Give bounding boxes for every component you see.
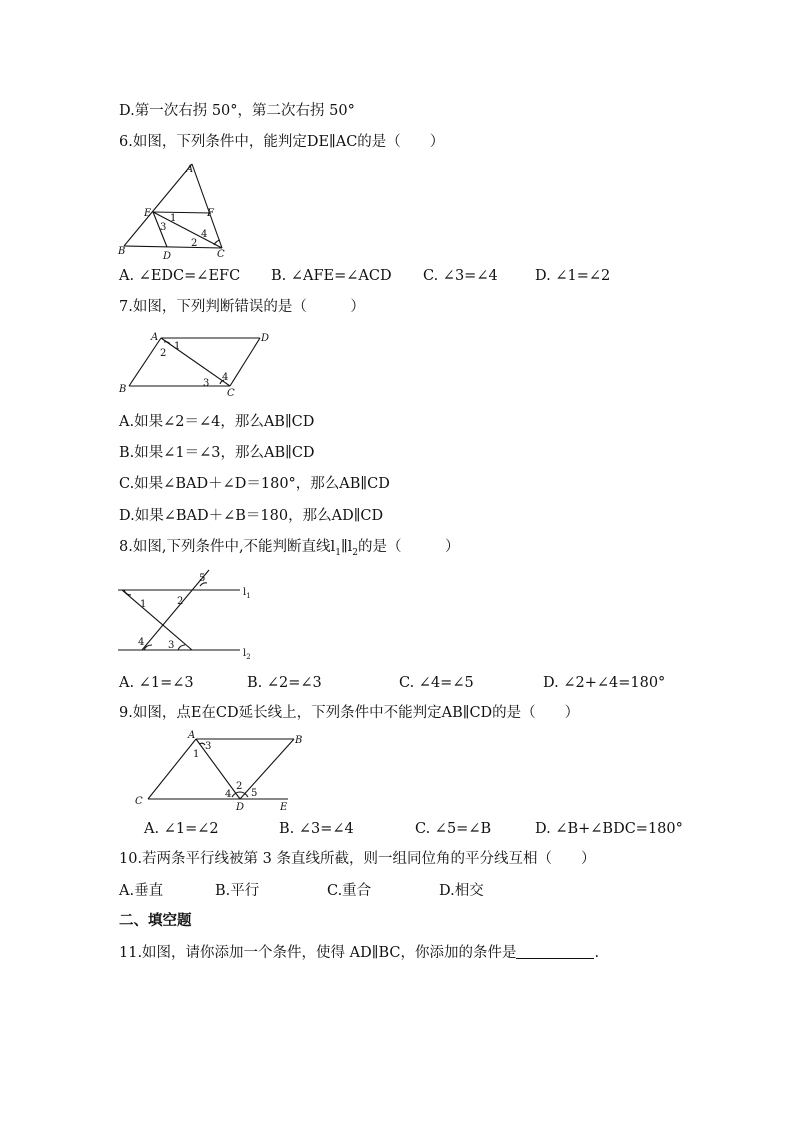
q8-option-d: D. ∠2+∠4=180°: [543, 675, 666, 691]
q7-label-d: D: [261, 333, 270, 344]
q11-stem: [119, 943, 599, 963]
q11-answer-blank[interactable]: [516, 944, 594, 959]
q6-label-4: 4: [201, 229, 208, 240]
q9-label-1: 1: [193, 749, 200, 760]
q7-label-c: C: [227, 388, 235, 398]
q8-label-5: 5: [199, 573, 206, 584]
q6-label-3: 3: [160, 222, 167, 233]
q9-label-a: A: [188, 730, 196, 741]
q5-option-d: D.第一次右拐 50°，第二次右拐 50°: [119, 103, 355, 119]
q9-option-c: C. ∠5=∠B: [415, 821, 492, 837]
q7-option-c: C.如果∠BAD＋∠D＝180°，那么AB∥CD: [119, 476, 390, 492]
q8-label-3: 3: [168, 640, 175, 651]
q6-stem: 6.如图，下列条件中，能判定DE∥AC的是（ ）: [119, 134, 445, 150]
q8-stem-sub-2: 2: [352, 547, 359, 558]
q9-label-d: D: [236, 802, 245, 813]
q9-label-4: 4: [225, 789, 232, 800]
q7-label-a: A: [151, 332, 159, 343]
q6-label-b: B: [118, 246, 126, 257]
q8-label-1: 1: [140, 599, 147, 610]
q7-label-1: 1: [174, 341, 181, 352]
q6-label-c: C: [217, 249, 225, 260]
q8-stem: [119, 537, 460, 563]
q6-label-f: F: [207, 208, 214, 219]
q10-stem: 10.若两条平行线被第 3 条直线所截，则一组同位角的平分线互相（ ）: [119, 851, 596, 867]
q8-option-a: A. ∠1=∠3: [119, 675, 194, 691]
q9-label-2: 2: [236, 781, 243, 792]
q10-option-c: C.重合: [327, 883, 372, 899]
q10-option-d: D.相交: [439, 883, 484, 899]
q6-option-d: D. ∠1=∠2: [535, 268, 611, 284]
q9-option-d: D. ∠B+∠BDC=180°: [535, 821, 683, 837]
q7-option-d: D.如果∠BAD＋∠B＝180，那么AD∥CD: [119, 508, 384, 524]
q6-label-e: E: [144, 208, 152, 219]
q6-option-c: C. ∠3=∠4: [423, 268, 498, 284]
q9-label-5: 5: [251, 788, 258, 799]
q11-stem-end: .: [594, 945, 600, 961]
q7-figure: [116, 328, 276, 398]
q7-option-a: A.如果∠2＝∠4，那么AB∥CD: [119, 414, 315, 430]
q9-stem: 9.如图，点E在CD延长线上，下列条件中不能判定AB∥CD的是（ ）: [119, 705, 580, 721]
q8-label-l2: $l_2$: [243, 648, 251, 661]
q8-stem-sub-1: 1: [335, 547, 341, 558]
q6-label-d: D: [163, 251, 172, 262]
q8-option-b: B. ∠2=∠3: [247, 675, 322, 691]
q9-option-b: B. ∠3=∠4: [279, 821, 354, 837]
q8-label-l1: $l_1$: [243, 587, 251, 600]
q10-option-a: A.垂直: [119, 883, 164, 899]
q9-figure: [128, 726, 308, 816]
q6-label-2: 2: [191, 238, 198, 249]
q7-label-b: B: [119, 384, 127, 395]
q8-label-4: 4: [138, 637, 145, 648]
section-heading-fill-in: 二、填空题: [119, 913, 192, 929]
q7-label-3: 3: [203, 378, 210, 389]
q8-stem-part-2: ∥l: [340, 539, 353, 555]
q8-stem-part-1: 8.如图,下列条件中,不能判断直线l: [119, 539, 336, 555]
q6-option-a: A. ∠EDC=∠EFC: [119, 268, 241, 284]
q7-label-4: 4: [222, 372, 229, 383]
q8-figure: [114, 566, 264, 666]
q6-option-b: B. ∠AFE=∠ACD: [271, 268, 392, 284]
q8-label-2: 2: [177, 596, 184, 607]
q7-label-2: 2: [160, 348, 167, 359]
q6-label-a: A: [186, 164, 194, 175]
q9-label-e: E: [280, 802, 288, 813]
q7-option-b: B.如果∠1＝∠3，那么AB∥CD: [119, 445, 315, 461]
q7-stem: 7.如图，下列判断错误的是（ ）: [119, 299, 365, 315]
q9-label-3: 3: [205, 741, 212, 752]
q9-label-c: C: [135, 796, 143, 807]
q9-option-a: A. ∠1=∠2: [144, 821, 219, 837]
q6-figure: [116, 158, 236, 262]
q8-stem-part-3: 的是（ ）: [358, 539, 460, 555]
q6-label-1: 1: [170, 213, 177, 224]
q9-label-b: B: [295, 735, 303, 746]
q10-option-b: B.平行: [215, 883, 260, 899]
q8-option-c: C. ∠4=∠5: [399, 675, 474, 691]
q11-stem-text: 11.如图，请你添加一个条件，使得 AD∥BC，你添加的条件是: [119, 945, 517, 961]
